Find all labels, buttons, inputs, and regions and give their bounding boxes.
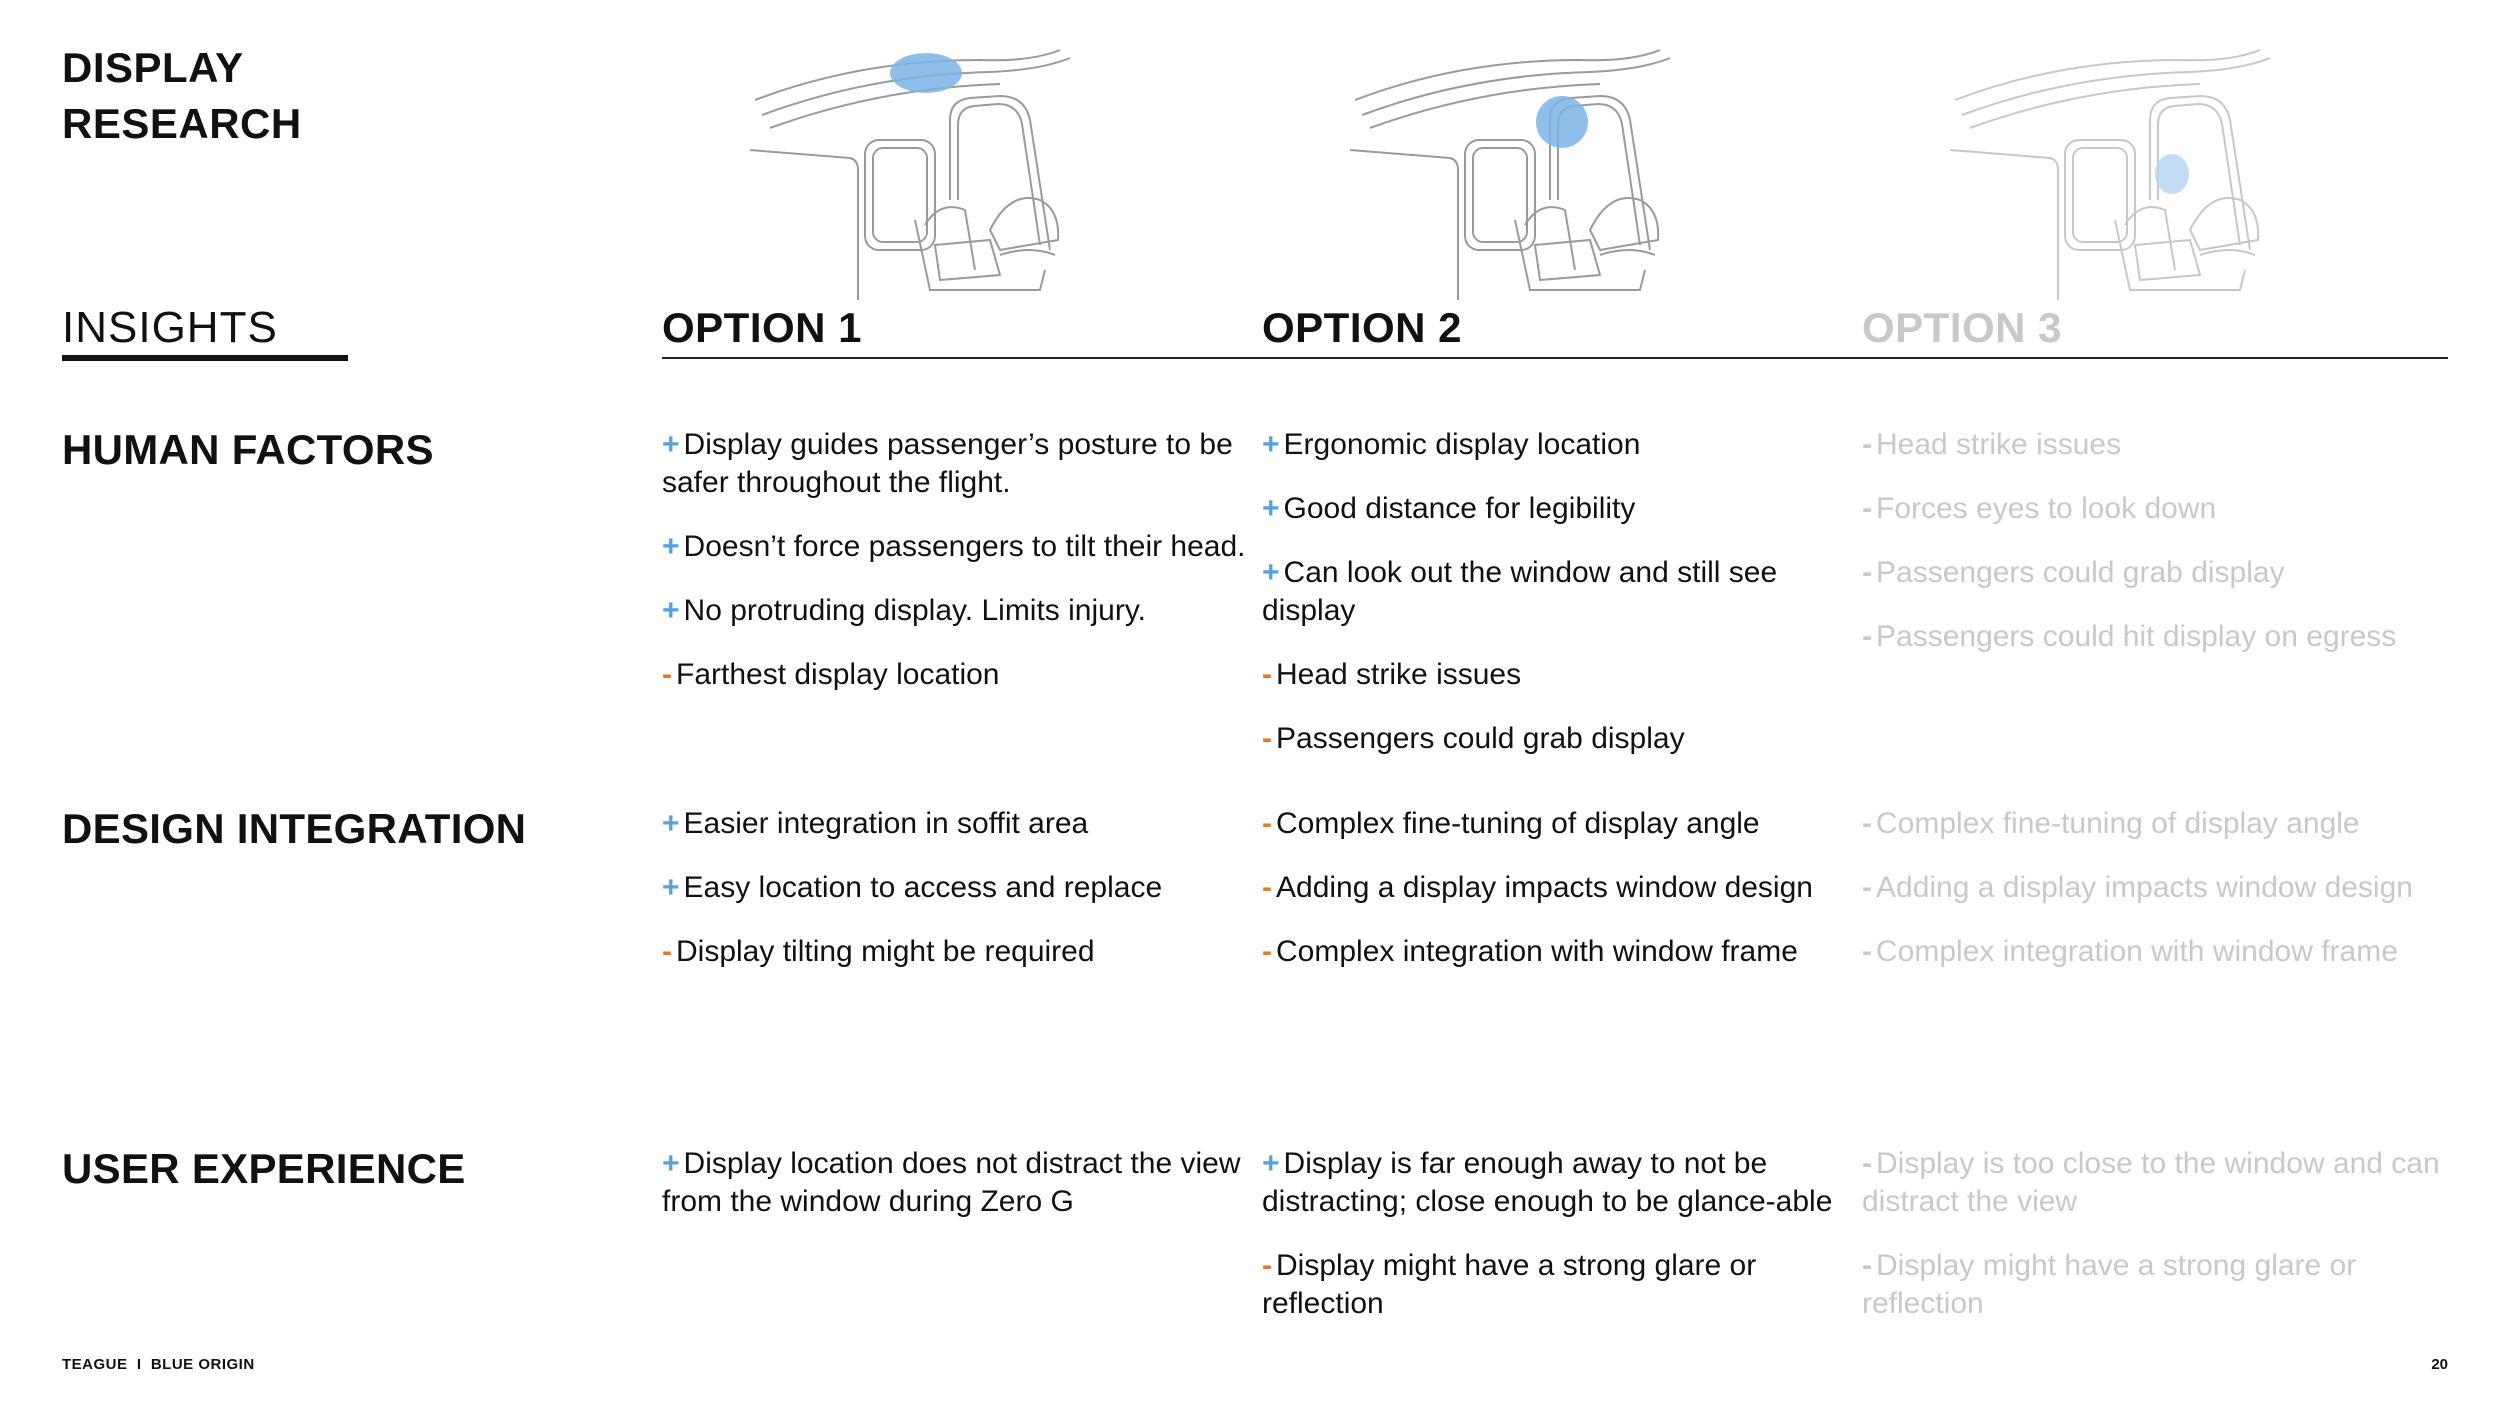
- minus-icon: -: [1862, 871, 1872, 904]
- insight-text: Good distance for legibility: [1283, 492, 1636, 525]
- minus-icon: -: [1262, 722, 1272, 755]
- minus-icon: -: [1862, 807, 1872, 840]
- minus-icon: -: [1262, 658, 1272, 691]
- minus-icon: -: [1262, 871, 1272, 904]
- cell-human-factors-option-2: [1262, 426, 1847, 784]
- insight-text: Farthest display location: [676, 658, 1000, 691]
- row-label-design-integration: DESIGN INTEGRATION: [62, 805, 527, 852]
- insight-text: Passengers could grab display: [1876, 556, 2285, 589]
- insight-bullet: [1862, 554, 2447, 592]
- insight-bullet: [1262, 656, 1847, 694]
- insight-text: Forces eyes to look down: [1876, 492, 2217, 525]
- insight-bullet: [1262, 805, 1847, 843]
- capsule-seat-sketch-icon: [740, 40, 1140, 310]
- insight-bullet: [1862, 805, 2447, 843]
- insight-bullet: [1262, 490, 1847, 528]
- insight-bullet: [1262, 869, 1847, 907]
- minus-icon: -: [1862, 492, 1872, 525]
- insight-bullet: [662, 869, 1247, 907]
- option-2-heading: OPTION 2: [1262, 304, 1463, 351]
- insight-text: Head strike issues: [1876, 428, 2122, 461]
- cell-user-experience-option-1: [662, 1145, 1247, 1247]
- plus-icon: +: [1262, 428, 1280, 461]
- insight-bullet: [1262, 426, 1847, 464]
- plus-icon: +: [662, 871, 680, 904]
- plus-icon: +: [662, 530, 680, 563]
- insight-text: No protruding display. Limits injury.: [683, 594, 1146, 627]
- insight-text: Easy location to access and replace: [683, 871, 1163, 904]
- insight-bullet: [1862, 1145, 2447, 1221]
- insight-text: Passengers could hit display on egress: [1876, 620, 2397, 653]
- insight-text: Display tilting might be required: [676, 935, 1095, 968]
- minus-icon: -: [1262, 935, 1272, 968]
- insight-text: Display is far enough away to not be distracting; close enough to be glance-able: [1262, 1147, 1833, 1218]
- insight-bullet: [662, 933, 1247, 971]
- insight-text: Adding a display impacts window design: [1876, 871, 2413, 904]
- capsule-seat-sketch-icon: [1340, 40, 1740, 310]
- insight-bullet: [1262, 1145, 1847, 1221]
- page-number: 20: [2431, 1356, 2448, 1373]
- insight-text: Display guides passenger’s posture to be safer throughout the flight.: [662, 428, 1233, 499]
- insights-underline: [62, 355, 348, 361]
- insight-bullet: [1262, 554, 1847, 630]
- insight-text: Display might have a strong glare or reflection: [1862, 1249, 2357, 1320]
- option-3-heading: OPTION 3: [1862, 304, 2063, 351]
- cell-human-factors-option-1: [662, 426, 1247, 720]
- insight-text: Ergonomic display location: [1283, 428, 1641, 461]
- minus-icon: -: [1262, 1249, 1272, 1282]
- insight-bullet: [662, 426, 1247, 502]
- insight-text: Display location does not distract the view from the window during Zero G: [662, 1147, 1241, 1218]
- insight-bullet: [1262, 933, 1847, 971]
- row-label-human-factors: HUMAN FACTORS: [62, 426, 434, 473]
- insight-bullet: [662, 1145, 1247, 1221]
- minus-icon: -: [1862, 1147, 1872, 1180]
- insight-bullet: [1862, 933, 2447, 971]
- cell-user-experience-option-3: [1862, 1145, 2447, 1349]
- minus-icon: -: [1862, 428, 1872, 461]
- cell-design-integration-option-1: [662, 805, 1247, 997]
- insight-text: Complex fine-tuning of display angle: [1276, 807, 1760, 840]
- insight-bullet: [662, 592, 1247, 630]
- row-label-user-experience: USER EXPERIENCE: [62, 1145, 466, 1192]
- cell-human-factors-option-3: [1862, 426, 2447, 682]
- insight-text: Doesn’t force passengers to tilt their head.: [683, 530, 1246, 563]
- option-1-heading: OPTION 1: [662, 304, 863, 351]
- insight-text: Head strike issues: [1276, 658, 1522, 691]
- cell-design-integration-option-2: [1262, 805, 1847, 997]
- insight-text: Display might have a strong glare or reflection: [1262, 1249, 1757, 1320]
- plus-icon: +: [662, 807, 680, 840]
- minus-icon: -: [1262, 807, 1272, 840]
- insight-bullet: [1862, 426, 2447, 464]
- minus-icon: -: [1862, 620, 1872, 653]
- plus-icon: +: [1262, 1147, 1280, 1180]
- plus-icon: +: [1262, 492, 1280, 525]
- minus-icon: -: [1862, 556, 1872, 589]
- minus-icon: -: [662, 658, 672, 691]
- insight-text: Complex integration with window frame: [1276, 935, 1798, 968]
- plus-icon: +: [1262, 556, 1280, 589]
- page-title: DISPLAY RESEARCH: [62, 44, 302, 147]
- cell-design-integration-option-3: [1862, 805, 2447, 997]
- plus-icon: +: [662, 594, 680, 627]
- plus-icon: +: [662, 1147, 680, 1180]
- cell-user-experience-option-2: [1262, 1145, 1847, 1349]
- insight-text: Display is too close to the window and can distract the view: [1862, 1147, 2440, 1218]
- footer-brand: TEAGUE I BLUE ORIGIN: [62, 1356, 255, 1373]
- insight-text: Passengers could grab display: [1276, 722, 1685, 755]
- insight-bullet: [662, 528, 1247, 566]
- insight-bullet: [1862, 1247, 2447, 1323]
- minus-icon: -: [662, 935, 672, 968]
- minus-icon: -: [1862, 1249, 1872, 1282]
- insight-bullet: [1862, 869, 2447, 907]
- insight-bullet: [1862, 490, 2447, 528]
- insight-bullet: [1262, 1247, 1847, 1323]
- insight-text: Can look out the window and still see display: [1262, 556, 1778, 627]
- insight-bullet: [662, 656, 1247, 694]
- insight-bullet: [1862, 618, 2447, 656]
- header-divider: [662, 357, 2448, 359]
- minus-icon: -: [1862, 935, 1872, 968]
- insight-text: Easier integration in soffit area: [683, 807, 1089, 840]
- insight-text: Adding a display impacts window design: [1276, 871, 1813, 904]
- insight-text: Complex fine-tuning of display angle: [1876, 807, 2360, 840]
- insights-heading: INSIGHTS: [62, 303, 278, 352]
- capsule-seat-sketch-icon: [1940, 40, 2340, 310]
- insight-bullet: [1262, 720, 1847, 758]
- plus-icon: +: [662, 428, 680, 461]
- insight-bullet: [662, 805, 1247, 843]
- insight-text: Complex integration with window frame: [1876, 935, 2398, 968]
